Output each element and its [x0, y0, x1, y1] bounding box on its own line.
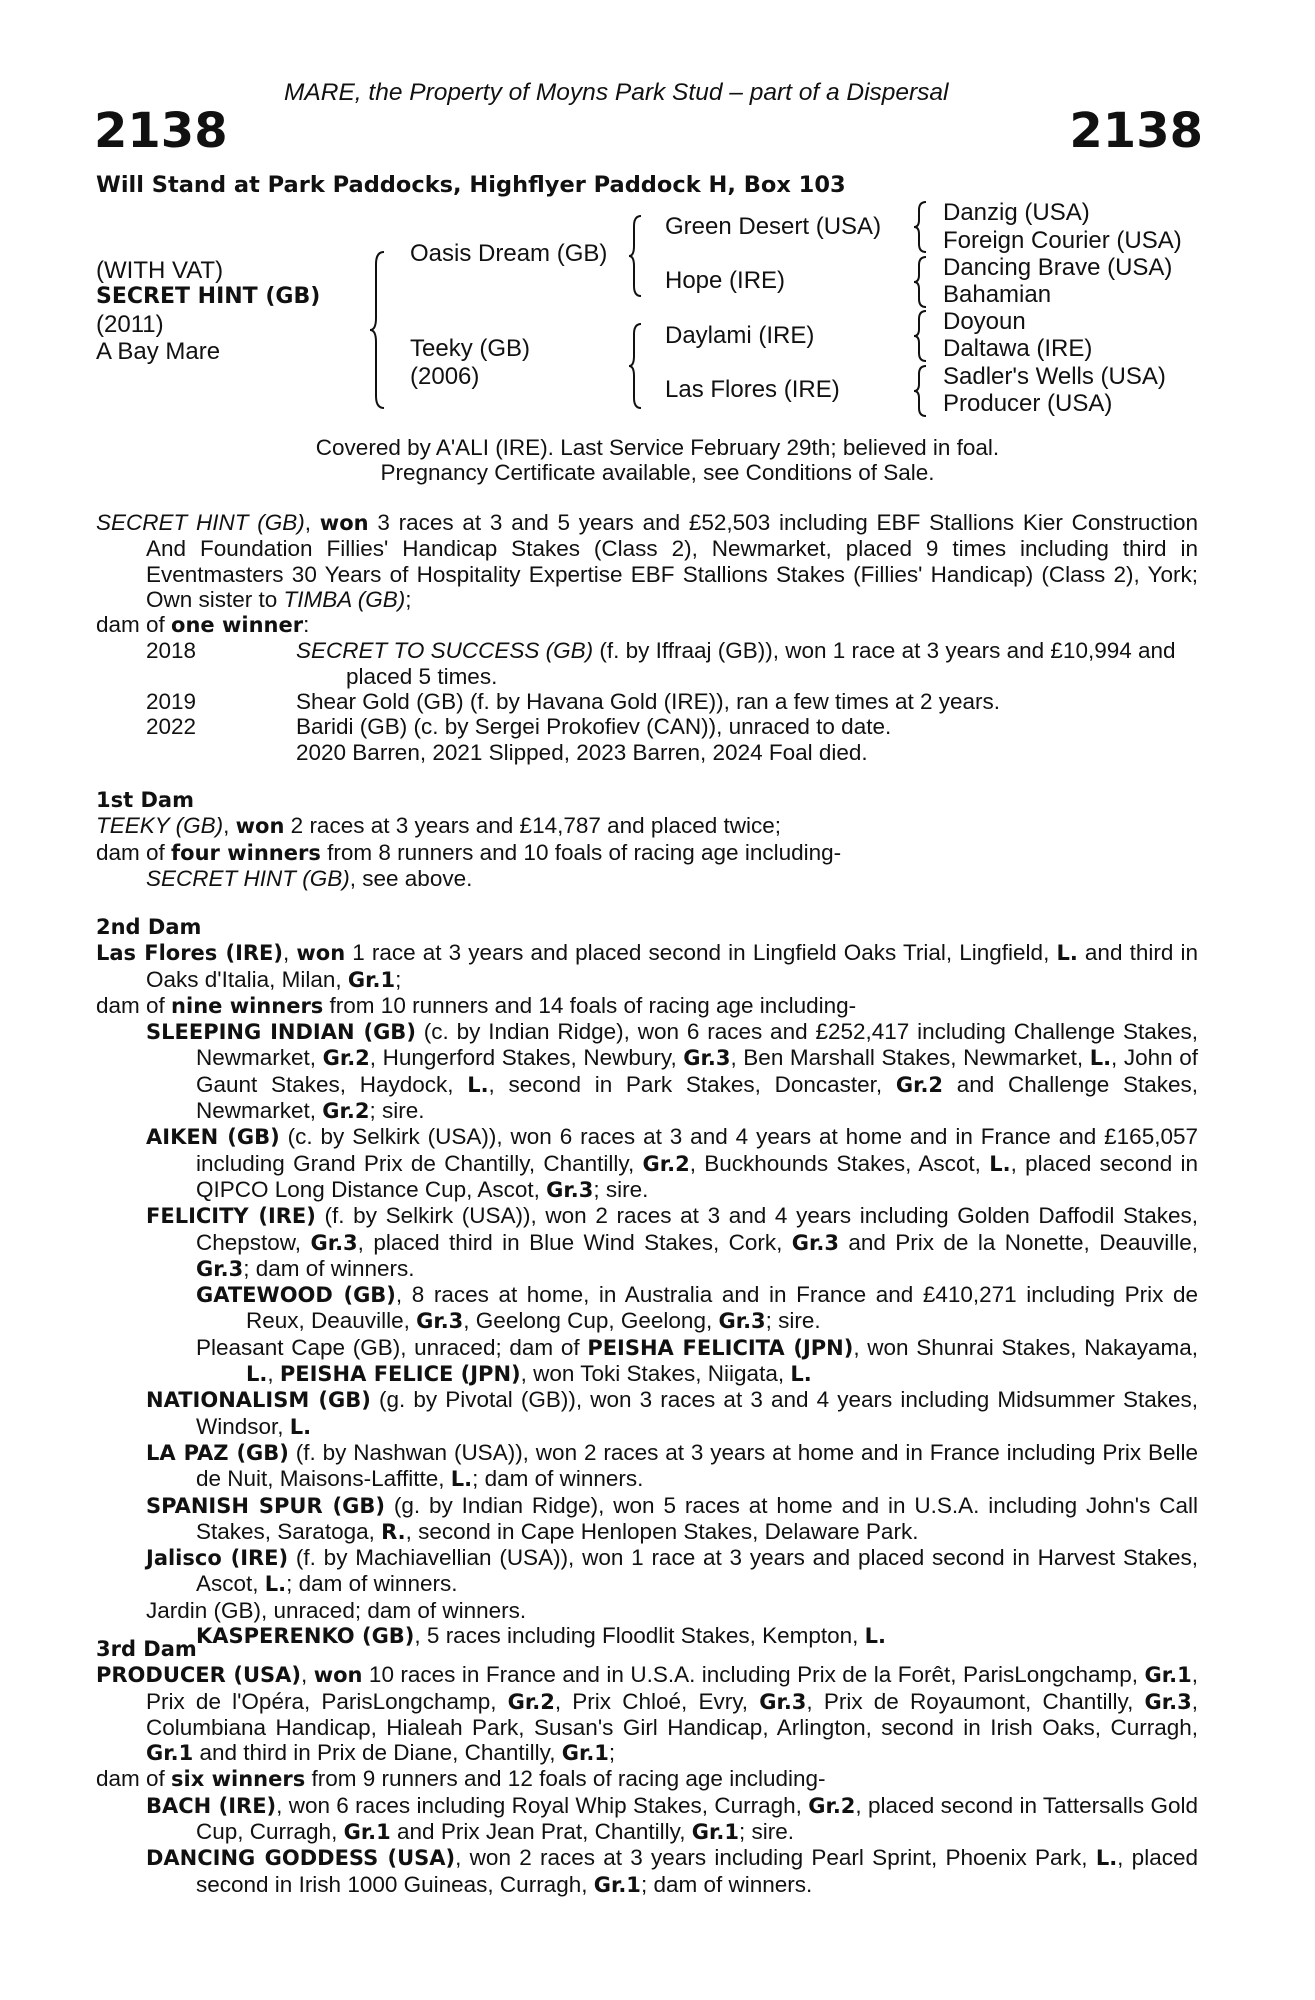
- list-item: FELICITY (IRE) (f. by Selkirk (USA)), won 2 races at 3 and 4 years including Golden Daffodil Stakes, Chepstow, Gr.3, placed third in Blue Wind Stakes, Cork, Gr.3 and Prix de la Nonette, Deauville, Gr.3; dam of winners.: [146, 1203, 1199, 1281]
- pedigree-description: A Bay Mare: [96, 338, 221, 365]
- pedigree-horse-name: SECRET HINT (GB): [96, 284, 321, 309]
- pedigree-year: (2011): [96, 311, 164, 338]
- pedigree-sds: Dancing Brave (USA): [943, 254, 1173, 281]
- brace-2: [628, 214, 644, 298]
- list-item: SLEEPING INDIAN (GB) (c. by Indian Ridge), won 6 races and £252,417 including Challenge Stakes, Newmarket, Gr.2, Hungerford Stakes, Newbury, Gr.3, Ben Marshall Stakes, Newmarket, L., John of Gaunt Stakes, Haydock, L., second in Park Stakes, Doncaster, Gr.2 and Challenge Stakes, Newmarket, Gr.2; sire.: [146, 1019, 1199, 1124]
- lot-number-left: 2138: [94, 103, 228, 159]
- list-item: Jardin (GB), unraced; dam of winners.: [146, 1597, 527, 1623]
- second-dam-name: Las Flores (IRE): [96, 941, 283, 966]
- mare-section: SECRET HINT (GB), won 3 races at 3 and 5 years and £52,503 including EBF Stallions Kier Construction And Foundation Fillies' Handicap Stakes (Class 2), Newmarket, placed 9 times including third in Eventmasters 30 Years of Hospitality Expertise EBF Stallions Stakes (Fillies' Handicap) (Class 2), York; Own sister to TIMBA (GB); dam of one winner: 2018 SECRET TO SUCCESS (GB) (f. by Iffraaj (GB)), won 1 race at 3 years and £10,994 and placed 5 times. 2019 Shear Gold (GB) (f. by Havana Gold (IRE)), ran a few times at 2 years. 2022 Baridi (GB) (c. by Sergei Prokofiev (CAN)), unraced to date. 2020 Barren, 2021 Slipped, 2023 Barren, 2024 Foal died.: [96, 510, 1198, 765]
- list-item: AIKEN (GB) (c. by Selkirk (USA)), won 6 races at 3 and 4 years at home and in France and £165,057 including Grand Prix de Chantilly, Chantilly, Gr.2, Buckhounds Stakes, Ascot, L., placed second in QIPCO Long Distance Cup, Ascot, Gr.3; sire.: [146, 1124, 1198, 1202]
- pedigree-dds: Sadler's Wells (USA): [943, 363, 1166, 390]
- list-item: SPANISH SPUR (GB) (g. by Indian Ridge), won 5 races at home and in U.S.A. including John's Call Stakes, Saratoga, R., second in Cape Henlopen Stakes, Delaware Park.: [146, 1492, 1198, 1544]
- pedigree-ddd: Producer (USA): [943, 390, 1113, 417]
- pedigree-ssd: Foreign Courier (USA): [943, 227, 1182, 254]
- pedigree-dam: Teeky (GB): [410, 335, 531, 362]
- covered-line-1: Covered by A'ALI (IRE). Last Service February 29th; believed in foal.: [315, 435, 1000, 460]
- pedigree-sire-dam: Hope (IRE): [665, 267, 786, 294]
- offspring-row: 2022 Baridi (GB) (c. by Sergei Prokofiev (CAN)), unraced to date.: [146, 714, 892, 740]
- brace-7: [913, 364, 929, 418]
- pedigree-sss: Danzig (USA): [943, 199, 1090, 226]
- pedigree-vat: (WITH VAT): [96, 257, 224, 284]
- pedigree-sdd: Bahamian: [943, 281, 1052, 308]
- list-item: BACH (IRE), won 6 races including Royal Whip Stakes, Curragh, Gr.2, placed second in Tattersalls Gold Cup, Curragh, Gr.1 and Prix Jean Prat, Chantilly, Gr.1; sire.: [146, 1792, 1199, 1845]
- pedigree-dam-sire: Daylami (IRE): [665, 322, 815, 349]
- list-item: Pleasant Cape (GB), unraced; dam of PEISHA FELICITA (JPN), won Shunrai Stakes, Nakayama, L., PEISHA FELICE (JPN), won Toki Stakes, Niigata, L.: [196, 1334, 1199, 1387]
- second-dam-section: 2nd Dam Las Flores (IRE), won 1 race at 3 years and placed second in Lingfield Oaks Trial, Lingfield, L. and third in Oaks d'Italia, Milan, Gr.1; dam of nine winners from 10 runners and 14 foals of racing age including- SLEEPING INDIAN (GB) (c. by Indian Ridge), won 6 races and £252,417 including Challenge Stakes, Newmarket, Gr.2, Hungerford Stakes, Newbury, Gr.3, Ben Marshall Stakes, Newmarket, L., John of Gaunt Stakes, Haydock, L., second in Park Stakes, Doncaster, Gr.2 and Challenge Stakes, Newmarket, Gr.2; sire. AIKEN (GB) (c. by Selkirk (USA)), won 6 races at 3 and 4 years at home and in France and £165,057 including Grand Prix de Chantilly, Chantilly, Gr.2, Buckhounds Stakes, Ascot, L., placed second in QIPCO Long Distance Cup, Ascot, Gr.3; sire. FELICITY (IRE) (f. by Selkirk (USA)), won 2 races at 3 and 4 years including Golden Daffodil Stakes, Chepstow, Gr.3, placed third in Blue Wind Stakes, Cork, Gr.3 and Prix de la Nonette, Deauville, Gr.3; dam of winners. GATEWOOD (GB), 8 races at home, in Australia and in France and £410,271 including Prix de Reux, Deauville, Gr.3, Geelong Cup, Geelong, Gr.3; sire. Pleasant Cape (GB), unraced; dam of PEISHA FELICITA (JPN), won Shunrai Stakes, Nakayama, L., PEISHA FELICE (JPN), won Toki Stakes, Niigata, L. NATIONALISM (GB) (g. by Pivotal (GB)), won 3 races at 3 and 4 years including Midsummer Stakes, Windsor, L. LA PAZ (GB) (f. by Nashwan (USA)), won 2 races at 3 years at home and in France including Prix Belle de Nuit, Maisons-Laffitte, L.; dam of winners. SPANISH SPUR (GB) (g. by Indian Ridge), won 5 races at home and in U.S.A. including John's Call Stakes, Saratoga, R., second in Cape Henlopen Stakes, Delaware Park. Jalisco (IRE) (f. by Machiavellian (USA)), won 1 race at 3 years and placed second in Harvest Stakes, Ascot, L.; dam of winners. Jardin (GB), unraced; dam of winners. KASPERENKO (GB), 5 races including Floodlit Stakes, Kempton, L.: [96, 915, 1199, 1649]
- list-item: LA PAZ (GB) (f. by Nashwan (USA)), won 2 races at 3 years at home and in France including Prix Belle de Nuit, Maisons-Laffitte, L.; dam of winners.: [146, 1439, 1199, 1492]
- offspring-row: 2020 Barren, 2021 Slipped, 2023 Barren, 2024 Foal died.: [296, 739, 868, 765]
- pedigree-dam-year: (2006): [410, 363, 480, 390]
- offspring-row: 2019 Shear Gold (GB) (f. by Havana Gold (IRE)), ran a few times at 2 years.: [146, 689, 1001, 715]
- brace-5: [913, 255, 929, 309]
- brace-4: [913, 200, 929, 254]
- mare-winners: one winner: [171, 613, 304, 638]
- list-item: DANCING GODDESS (USA), won 2 races at 3 years including Pearl Sprint, Phoenix Park, L., placed second in Irish 1000 Guineas, Curragh, Gr.1; dam of winners.: [146, 1845, 1198, 1897]
- list-item: Jalisco (IRE) (f. by Machiavellian (USA)), won 1 race at 3 years and placed second in Harvest Stakes, Ascot, L.; dam of winners.: [146, 1545, 1198, 1597]
- pedigree-dam-dam: Las Flores (IRE): [665, 376, 840, 403]
- pedigree-dsd: Daltawa (IRE): [943, 335, 1093, 362]
- mare-sister: TIMBA (GB): [283, 586, 406, 612]
- third-dam-section: 3rd Dam PRODUCER (USA), won 10 races in France and in U.S.A. including Prix de la Forêt, ParisLongchamp, Gr.1, Prix de l'Opéra, ParisLongchamp, Gr.2, Prix Chloé, Evry, Gr.3, Prix de Royaumont, Chantilly, Gr.3, Columbiana Handicap, Hialeah Park, Susan's Girl Handicap, Arlington, second in Irish Oaks, Curragh, Gr.1 and third in Prix de Diane, Chantilly, Gr.1; dam of six winners from 9 runners and 12 foals of racing age including- BACH (IRE), won 6 races including Royal Whip Stakes, Curragh, Gr.2, placed second in Tattersalls Gold Cup, Curragh, Gr.1 and Prix Jean Prat, Chantilly, Gr.1; sire. DANCING GODDESS (USA), won 2 races at 3 years including Pearl Sprint, Phoenix Park, L., placed second in Irish 1000 Guineas, Curragh, Gr.1; dam of winners.: [96, 1637, 1199, 1897]
- first-dam-name: TEEKY (GB): [96, 813, 224, 839]
- offspring-row: 2018 SECRET TO SUCCESS (GB) (f. by Iffraaj (GB)), won 1 race at 3 years and £10,994 and placed 5 times.: [146, 638, 1176, 689]
- list-item: NATIONALISM (GB) (g. by Pivotal (GB)), won 3 races at 3 and 4 years including Midsummer Stakes, Windsor, L.: [146, 1387, 1198, 1439]
- brace-1: [368, 250, 388, 410]
- list-item: KASPERENKO (GB), 5 races including Floodlit Stakes, Kempton, L.: [196, 1623, 887, 1649]
- pedigree-dss: Doyoun: [943, 308, 1026, 335]
- mare-name: SECRET HINT (GB): [96, 510, 305, 535]
- second-dam-heading: 2nd Dam: [96, 915, 202, 939]
- list-item: GATEWOOD (GB), 8 races at home, in Australia and in France and £410,271 including Prix de Reux, Deauville, Gr.3, Geelong Cup, Geelong, Gr.3; sire.: [196, 1282, 1199, 1334]
- third-dam-heading: 3rd Dam: [96, 1637, 197, 1661]
- pedigree-sire: Oasis Dream (GB): [410, 240, 608, 267]
- brace-3: [628, 322, 644, 410]
- first-dam-section: 1st Dam TEEKY (GB), won 2 races at 3 years and £14,787 and placed twice; dam of four winners from 8 runners and 10 foals of racing age including- SECRET HINT (GB), see above.: [96, 788, 842, 891]
- page-subtitle: MARE, the Property of Moyns Park Stud – part of a Dispersal: [284, 79, 949, 106]
- lot-number-right: 2138: [1069, 103, 1203, 159]
- pedigree-sire-sire: Green Desert (USA): [665, 213, 882, 240]
- mare-record: 3 races at 3 and 5 years and £52,503 including EBF Stallions Kier Construction And Foundation Fillies' Handicap Stakes (Class 2), Newmarket, placed 9 times including third in Eventmasters 30 Years of Hospitality Expertise EBF Stallions Stakes (Fillies' Handicap) (Class 2), York; Own sister to: [146, 510, 1198, 612]
- brace-6: [913, 309, 929, 363]
- mare-won: won: [319, 511, 369, 535]
- stand-location: Will Stand at Park Paddocks, Highflyer Paddock H, Box 103: [96, 172, 846, 198]
- first-dam-heading: 1st Dam: [96, 788, 194, 812]
- third-dam-name: PRODUCER (USA): [96, 1663, 301, 1688]
- covered-line-2: Pregnancy Certificate available, see Conditions of Sale.: [380, 460, 935, 485]
